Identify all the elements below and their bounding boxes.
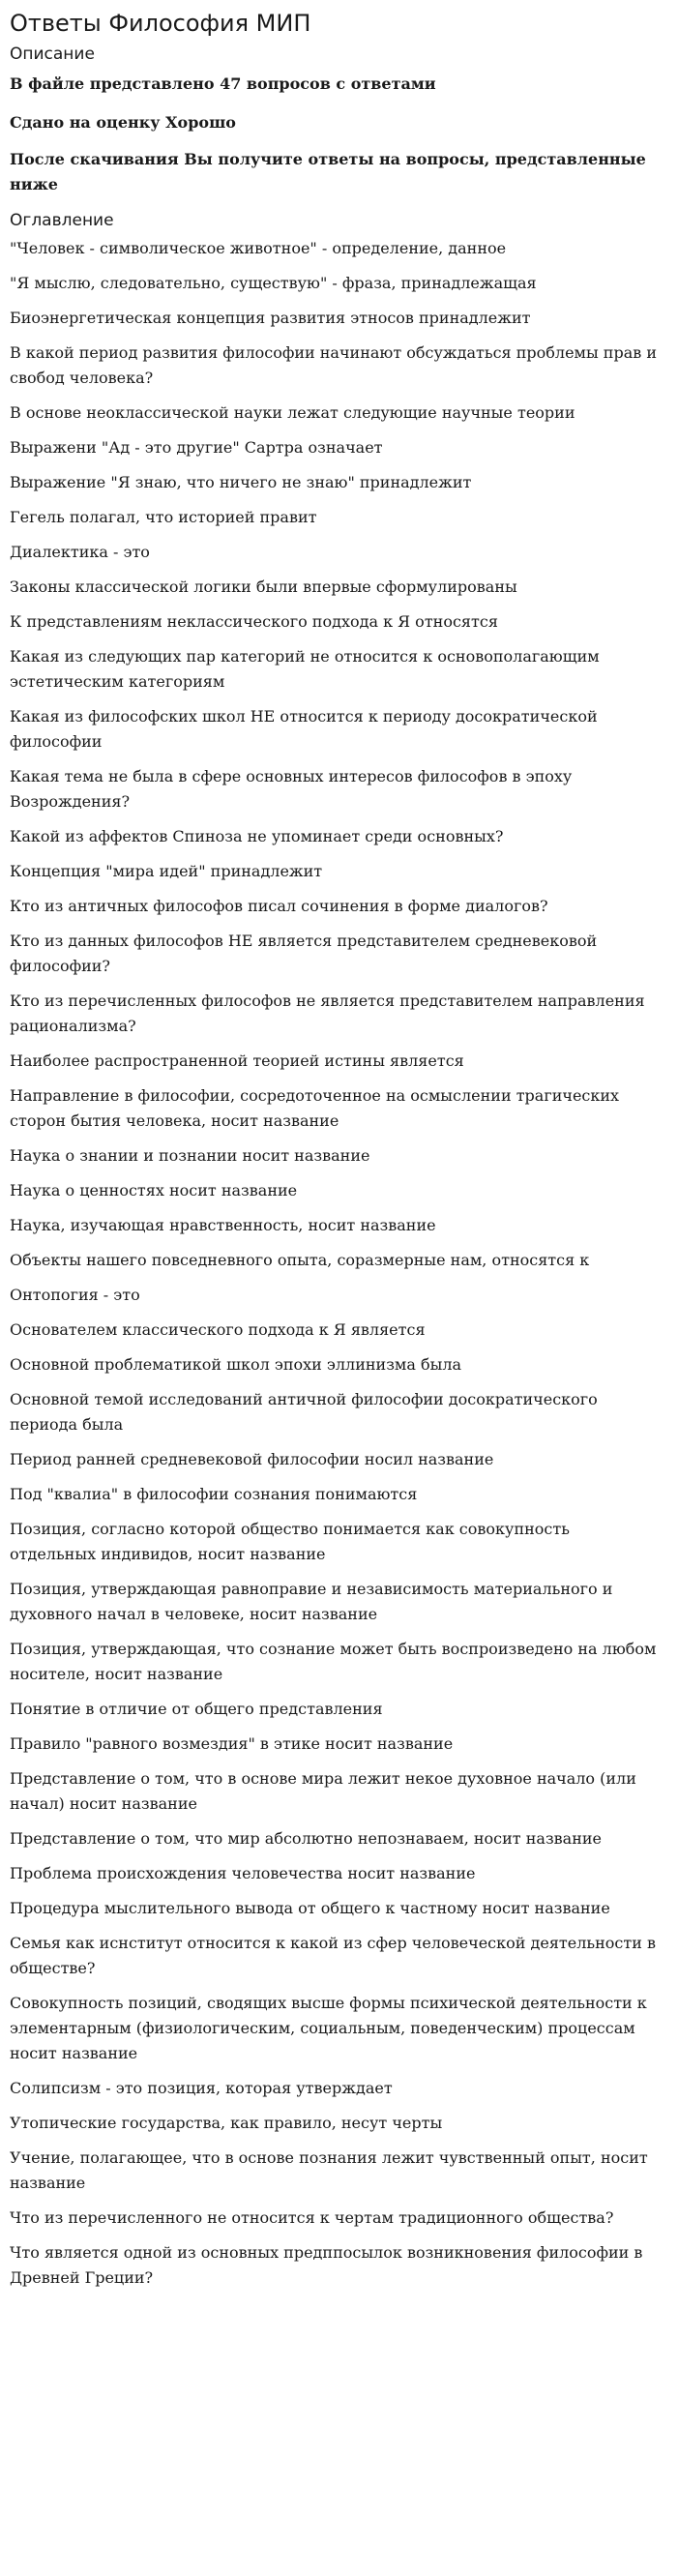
toc-item: Учение, полагающее, что в основе познания лежит чувственный опыт, носит название <box>10 2148 648 2192</box>
toc-item: Какая из следующих пар категорий не относится к основополагающим эстетическим категориям <box>10 647 600 691</box>
toc-item: Выражени "Ад - это другие" Сартра означает <box>10 438 383 457</box>
toc-item: Онтопогия - это <box>10 1286 140 1304</box>
description-line: После скачивания Вы получите ответы на вопросы, представленные ниже <box>10 150 646 193</box>
toc-item: Кто из данных философов НЕ является представителем средневековой философии? <box>10 932 598 975</box>
toc-item: Объекты нашего повседневного опыта, соразмерные нам, относятся к <box>10 1251 590 1269</box>
toc-item: Что из перечисленного не относится к чертам традиционного общества? <box>10 2208 614 2227</box>
toc-item: Утопические государства, как правило, несут черты <box>10 2114 443 2132</box>
toc-item: Основной темой исследований античной философии досократического периода была <box>10 1390 598 1434</box>
toc-item: Какая тема не была в сфере основных интересов философов в эпоху Возрождения? <box>10 767 573 811</box>
toc-list <box>10 236 668 2291</box>
toc-item: Диалектика - это <box>10 543 150 561</box>
toc-item: Представление о том, что в основе мира лежит некое духовное начало (или начал) носит название <box>10 1769 636 1813</box>
toc-item: Наука о знании и познании носит название <box>10 1146 370 1165</box>
toc-item: Какой из аффектов Спиноза не упоминает среди основных? <box>10 827 504 845</box>
toc-item: Биоэнергетическая концепция развития этносов принадлежит <box>10 309 531 327</box>
toc-item: Представление о том, что мир абсолютно непознаваем, носит название <box>10 1829 603 1848</box>
toc-item: Выражение "Я знаю, что ничего не знаю" принадлежит <box>10 473 472 491</box>
toc-item: Позиция, утверждающая равноправие и независимость материального и духовного начал в человеке, носит название <box>10 1580 613 1623</box>
toc-item: Проблема происхождения человечества носит название <box>10 1864 476 1882</box>
toc-label: Оглавление <box>10 211 114 230</box>
toc-item: Наиболее распространенной теорией истины является <box>10 1051 464 1070</box>
toc-item: Солипсизм - это позиция, которая утверждает <box>10 2079 393 2097</box>
toc-item: Период ранней средневековой философии носил название <box>10 1450 494 1468</box>
toc-item: Процедура мыслительного вывода от общего к частному носит название <box>10 1899 610 1917</box>
toc-item: Что является одной из основных предппосылок возникновения философии в Древней Греции? <box>10 2243 643 2287</box>
page-title: Ответы Философия МИП <box>10 10 311 37</box>
toc-item: Под "квалиа" в философии сознания понимаются <box>10 1485 418 1503</box>
toc-item: Совокупность позиций, сводящих высше формы психической деятельности к элементарным (физиологическим, социальным, поведенческим) процессам носит название <box>10 1994 647 2062</box>
description-line: В файле представлено 47 вопросов с ответами <box>10 74 436 93</box>
toc-item: К представлениям неклассического подхода к Я относятся <box>10 612 498 631</box>
toc-item: Гегель полагал, что историей правит <box>10 508 317 526</box>
toc-item: Позиция, утверждающая, что сознание может быть воспроизведено на любом носителе, носит название <box>10 1640 657 1683</box>
toc-item: Наука, изучающая нравственность, носит название <box>10 1216 436 1234</box>
toc-item: Кто из перечисленных философов не является представителем направления рационализма? <box>10 992 645 1035</box>
toc-item: Позиция, согласно которой общество понимается как совокупность отдельных индивидов, носит название <box>10 1520 570 1563</box>
toc-item: Какая из философских школ НЕ относится к периоду досократической философии <box>10 707 598 751</box>
toc-item: В основе неоклассической науки лежат следующие научные теории <box>10 403 575 422</box>
toc-item: Основной проблематикой школ эпохи эллинизма была <box>10 1355 462 1374</box>
toc-item: Направление в философии, сосредоточенное на осмыслении трагических сторон бытия человека, носит название <box>10 1086 620 1130</box>
toc-item: Наука о ценностях носит название <box>10 1181 298 1199</box>
toc-item: "Я мыслю, следовательно, существую" - фраза, принадлежащая <box>10 274 537 292</box>
toc-item: Семья как иснститут относится к какой из сфер человеческой деятельности в обществе? <box>10 1934 656 1977</box>
toc-item: Правило "равного возмездия" в этике носит название <box>10 1734 454 1753</box>
description-line: Сдано на оценку Хорошо <box>10 113 236 132</box>
description-label: Описание <box>10 44 95 64</box>
toc-item: Концепция "мира идей" принадлежит <box>10 862 323 880</box>
toc-item: Законы классической логики были впервые сформулированы <box>10 577 517 596</box>
toc-item: Понятие в отличие от общего представления <box>10 1700 383 1718</box>
toc-item: "Человек - символическое животное" - определение, данное <box>10 239 507 257</box>
toc-item: Кто из античных философов писал сочинения в форме диалогов? <box>10 897 548 915</box>
toc-item: Основателем классического подхода к Я является <box>10 1320 426 1339</box>
toc-item: В какой период развития философии начинают обсуждаться проблемы прав и свобод человека? <box>10 343 658 387</box>
